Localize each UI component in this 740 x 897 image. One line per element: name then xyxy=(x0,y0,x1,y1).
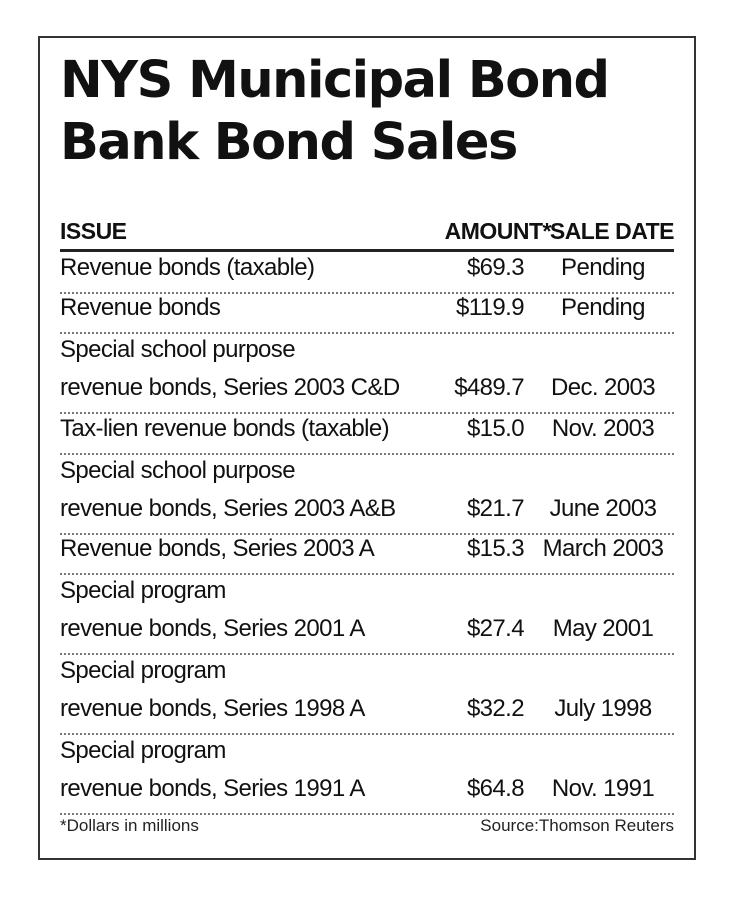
issue-cell xyxy=(60,530,374,568)
issue-text-line: revenue bonds, Series 2003 C&D xyxy=(60,374,400,401)
issue-cell xyxy=(60,572,365,648)
title-line-2: Bank Bond Sales xyxy=(60,113,517,172)
source-credit: Source:Thomson Reuters xyxy=(480,816,674,835)
issue-text-line: Special school purpose xyxy=(60,336,295,363)
sale-date-cell: Nov. 2003 xyxy=(551,414,655,442)
amount-cell: $21.7 xyxy=(466,494,524,522)
table-row xyxy=(60,294,674,335)
header-amount: AMOUNT* xyxy=(444,218,551,244)
table-row xyxy=(60,535,674,576)
table-row xyxy=(60,655,674,735)
footnote: *Dollars in millions xyxy=(60,816,199,835)
issue-text-line: revenue bonds, Series 1991 A xyxy=(60,775,365,802)
header-sale-date: SALE DATE xyxy=(549,218,674,244)
sale-date-cell: Dec. 2003 xyxy=(550,374,655,401)
bond-sales-table-box xyxy=(38,36,696,860)
issue-text-line: Revenue bonds (taxable) xyxy=(60,253,315,281)
issue-text-line: Revenue bonds, Series 2003 A xyxy=(60,535,375,562)
title-line-1: NYS Municipal Bond xyxy=(60,51,609,110)
amount-cell: $119.9 xyxy=(455,294,524,321)
issue-text-line: revenue bonds, Series 1998 A xyxy=(60,695,365,722)
issue-cell xyxy=(60,410,389,448)
issue-text-line: Revenue bonds xyxy=(60,294,221,321)
table-row xyxy=(60,735,674,815)
amount-cell: $15.3 xyxy=(466,535,524,562)
issue-text-line: Special program xyxy=(60,737,226,764)
table-header xyxy=(60,216,674,252)
issue-text-line: revenue bonds, Series 2003 A&B xyxy=(60,494,396,522)
table-row xyxy=(60,575,674,655)
sale-date-cell: March 2003 xyxy=(542,535,664,562)
sale-date-cell: Pending xyxy=(561,253,645,281)
issue-text-line: Special program xyxy=(60,657,226,684)
sale-date-cell: May 2001 xyxy=(552,615,654,642)
table-footer xyxy=(60,816,674,842)
sale-date-cell: Nov. 1991 xyxy=(551,775,655,802)
table-row xyxy=(60,455,674,535)
table-row xyxy=(60,334,674,414)
page-title xyxy=(60,50,609,174)
issue-cell xyxy=(60,249,314,287)
issue-text-line: Special school purpose xyxy=(60,456,295,484)
sale-date-cell: Pending xyxy=(561,294,645,321)
amount-cell: $69.3 xyxy=(466,253,524,281)
issue-cell xyxy=(60,331,400,407)
amount-cell: $489.7 xyxy=(454,374,524,401)
table-body xyxy=(60,253,674,815)
table-row xyxy=(60,253,674,294)
issue-cell xyxy=(60,289,220,327)
issue-text-line: Tax-lien revenue bonds (taxable) xyxy=(60,414,389,442)
amount-cell: $32.2 xyxy=(466,695,524,722)
amount-cell: $64.8 xyxy=(466,775,524,802)
sale-date-cell: June 2003 xyxy=(549,494,657,522)
issue-cell xyxy=(60,732,365,808)
issue-text-line: Special program xyxy=(60,577,226,604)
header-issue: ISSUE xyxy=(60,218,127,244)
amount-cell: $15.0 xyxy=(466,414,524,442)
amount-cell: $27.4 xyxy=(466,615,524,642)
issue-cell xyxy=(60,652,365,728)
issue-cell xyxy=(60,452,396,528)
table-row xyxy=(60,414,674,455)
issue-text-line: revenue bonds, Series 2001 A xyxy=(60,615,365,642)
sale-date-cell: July 1998 xyxy=(554,695,652,722)
